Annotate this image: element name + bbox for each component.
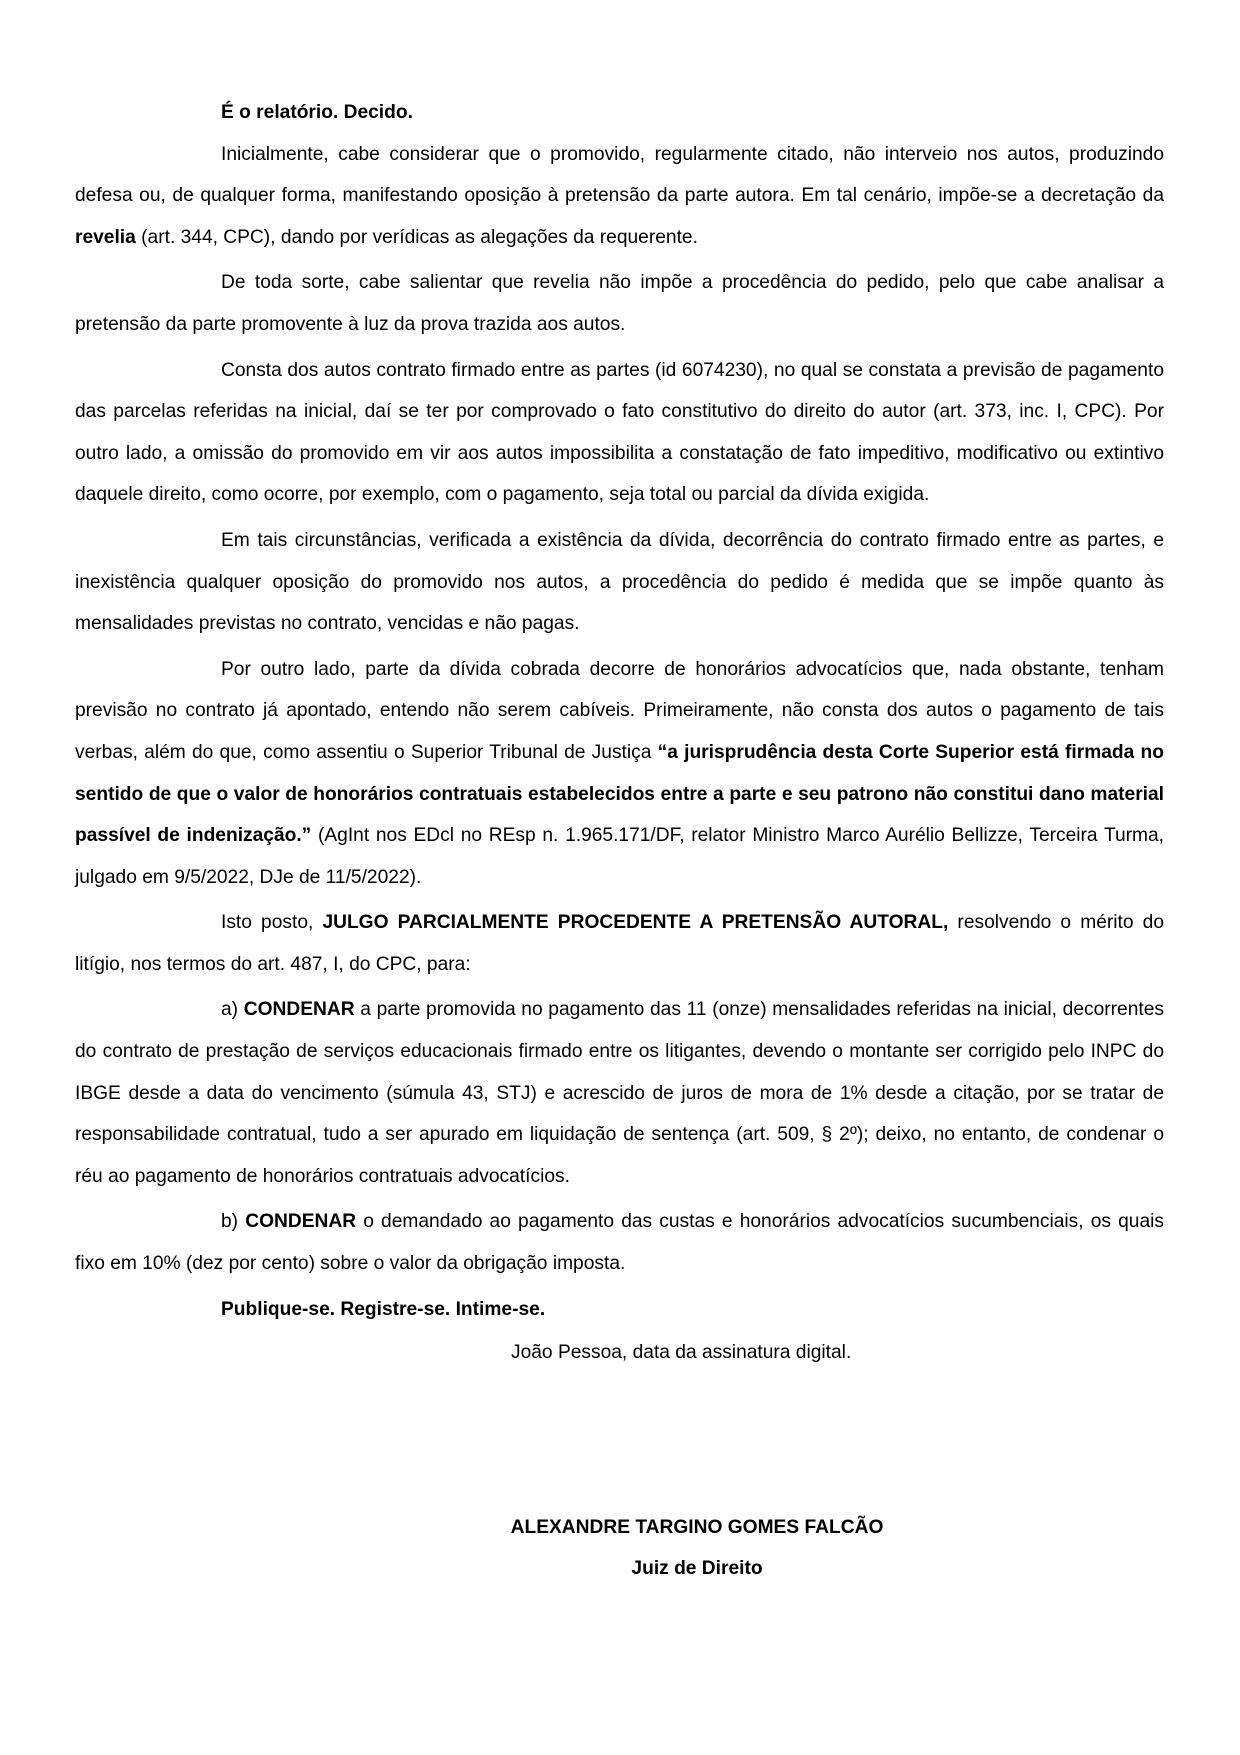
paragraph-item-b: b) CONDENAR o demandado ao pagamento das custas e honorários advocatícios sucumbenciais, os quais fixo em 10% (dez por cento) sobre o valor da obrigação imposta. [75, 1211, 1164, 1275]
paragraph-circunstancias: Em tais circunstâncias, verificada a existência da dívida, decorrência do contrato firmado entre as partes, e inexistência qualquer oposição do promovido nos autos, a procedência do pedido é medida que se impõe quanto às mensalidades previstas no contrato, vencidas e não pagas. [75, 529, 1164, 635]
bold-revelia: revelia [75, 226, 136, 248]
paragraph-prova: De toda sorte, cabe salientar que revelia não impõe a procedência do pedido, pelo que cabe analisar a pretensão da parte promovente à luz da prova trazida aos autos. [75, 272, 1164, 335]
closing-line: Publique-se. Registre-se. Intime-se. [221, 1298, 546, 1320]
paragraph-item-a: a) CONDENAR a parte promovida no pagamento das 11 (onze) mensalidades referidas na inicial, decorrentes do contrato de prestação de serviços educacionais firmado entre os litigantes, devendo o montante ser corrigido pelo INPC do IBGE desde a data do vencimento (súmula 43, STJ) e acrescido de juros de mora de 1% desde a citação, por se tratar de responsabilidade contratual, tudo a ser apurado em liquidação de sentença (art. 509, § 2º); deixo, no entanto, de condenar o réu ao pagamento de honorários contratuais advocatícios. [75, 999, 1164, 1187]
judge-name: ALEXANDRE TARGINO GOMES FALCÃO [510, 1517, 884, 1538]
bold-condenar-b: CONDENAR [245, 1211, 357, 1233]
judge-title: Juiz de Direito [631, 1558, 763, 1579]
report-heading: É o relatório. Decido. [221, 102, 413, 123]
stj-quote: “a jurisprudência desta Corte Superior está firmada no sentido de que o valor de honorários contratuais estabelecidos entre a parte e seu patrono não constitui dano material passível de indenização.” [75, 741, 1164, 847]
paragraph-honorarios: Por outro lado, parte da dívida cobrada decorre de honorários advocatícios que, nada obstante, tenham previsão no contrato já apontado, entendo não serem cabíveis. Primeiramente, não consta dos autos o pagamento de tais verbas, além do que, como assentiu o Superior Tribunal de Justiça “a jurisprudência desta Corte Superior está firmada no sentido de que o valor de honorários contratuais estabelecidos entre a parte e seu patrono não constitui dano material passível de indenização.” (AgInt nos EDcl no REsp n. 1.965.171/DF, relator Ministro Marco Aurélio Bellizze, Terceira Turma, julgado em 9/5/2022, DJe de 11/5/2022). [75, 658, 1164, 888]
bold-julgo: JULGO PARCIALMENTE PROCEDENTE A PRETENSÃO AUTORAL, [322, 912, 949, 934]
paragraph-dispositivo: Isto posto, JULGO PARCIALMENTE PROCEDENTE A PRETENSÃO AUTORAL, resolvendo o mérito do litígio, nos termos do art. 487, I, do CPC, para: [75, 912, 1164, 975]
bold-condenar-a: CONDENAR [243, 999, 355, 1021]
paragraph-contrato: Consta dos autos contrato firmado entre as partes (id 6074230), no qual se constata a previsão de pagamento das parcelas referidas na inicial, daí se ter por comprovado o fato constitutivo do direito do autor (art. 373, inc. I, CPC). Por outro lado, a omissão do promovido em vir aos autos impossibilita a constatação de fato impeditivo, modificativo ou extintivo daquele direito, como ocorre, por exemplo, com o pagamento, seja total ou parcial da dívida exigida. [75, 359, 1164, 506]
paragraph-revelia: Inicialmente, cabe considerar que o promovido, regularmente citado, não interveio nos autos, produzindo defesa ou, de qualquer forma, manifestando oposição à pretensão da parte autora. Em tal cenário, impõe-se a decretação da revelia (art. 344, CPC), dando por verídicas as alegações da requerente. [75, 143, 1164, 248]
date-line: João Pessoa, data da assinatura digital. [511, 1342, 852, 1364]
